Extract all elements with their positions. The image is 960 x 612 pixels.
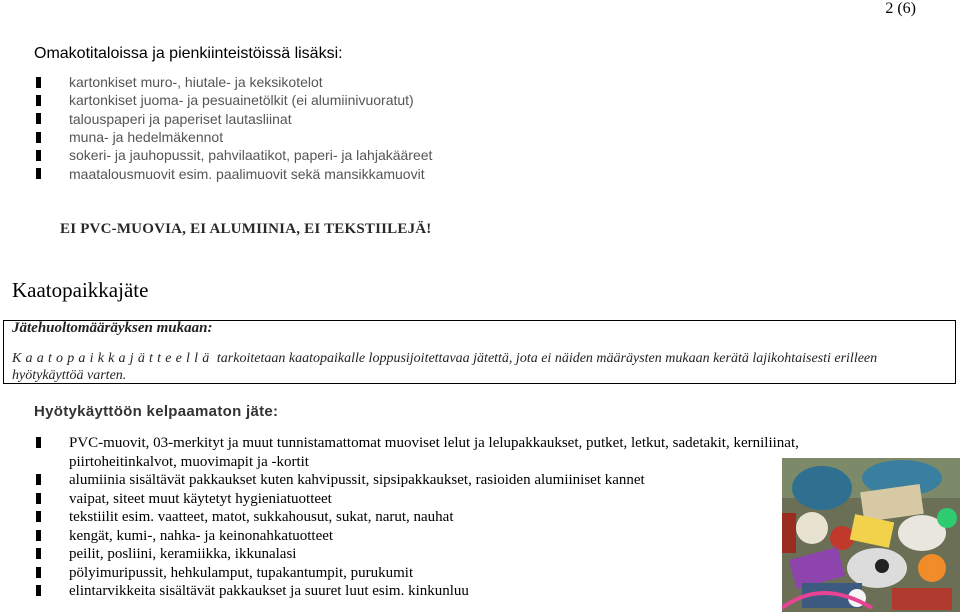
definition-box-title: Jätehuoltomääräyksen mukaan:: [12, 320, 213, 336]
bullet-icon: [36, 437, 41, 448]
bullet-icon: [36, 113, 41, 124]
section-title-households: Omakotitaloissa ja pienkiinteistöissä lisäksi:: [34, 45, 343, 62]
list-item: alumiinia sisältävät pakkaukset kuten kahvipussit, sipsipakkaukset, rasioiden alumiiniset kannet: [34, 471, 914, 490]
page-number: 2 (6): [885, 0, 916, 17]
landfill-waste-photo: [782, 458, 960, 612]
list-item: maatalousmuovit esim. paalimuovit sekä mansikkamuovit: [34, 164, 634, 182]
list-item: tekstiilit esim. vaatteet, matot, sukkahousut, sukat, narut, nauhat: [34, 508, 914, 527]
definition-term: Kaatopaikkajätteellä: [12, 351, 214, 366]
list-item: sokeri- ja jauhopussit, pahvilaatikot, paperi- ja lahjakääreet: [34, 146, 634, 164]
definition-body: tarkoitetaan kaatopaikalle loppusijoitettavaa jätettä, jota ei näiden määräysten mukaan kerätä lajikohtaisesti erilleen hyötykäyttöä varten.: [12, 351, 878, 383]
bullet-icon: [36, 132, 41, 143]
section-heading-landfill: Kaatopaikkajäte: [12, 278, 149, 302]
list-item: kartonkiset juoma- ja pesuainetölkit (ei alumiinivuoratut): [34, 91, 634, 109]
bullet-icon: [36, 511, 41, 522]
list-item: kartonkiset muro-, hiutale- ja keksikotelot: [34, 73, 634, 91]
bullet-icon: [36, 77, 41, 88]
list-item: talouspaperi ja paperiset lautasliinat: [34, 110, 634, 128]
bullet-icon: [36, 585, 41, 596]
list-item: peilit, posliini, keramiikka, ikkunalasi: [34, 545, 914, 564]
list-item: PVC-muovit, 03-merkityt ja muut tunnistamattomat muoviset lelut ja lelupakkaukset, putket, letkut, sadetakit, kerniliinat, piirtoheitinkalvot, muovimapit ja -kortit: [34, 434, 914, 471]
bullet-icon: [36, 548, 41, 559]
bullet-icon: [36, 493, 41, 504]
waste-pile-illustration: [782, 458, 960, 612]
household-extra-list: [34, 73, 634, 183]
bullet-icon: [36, 168, 41, 179]
warning-text: EI PVC-MUOVIA, EI ALUMIINIA, EI TEKSTIILEJÄ!: [60, 221, 432, 237]
bullet-icon: [36, 474, 41, 485]
list-item: elintarvikkeita sisältävät pakkaukset ja suuret luut esim. kinkunluu: [34, 582, 914, 601]
list-item: pölyimuripussit, hehkulamput, tupakantumpit, purukumit: [34, 564, 914, 583]
bullet-icon: [36, 530, 41, 541]
bullet-icon: [36, 95, 41, 106]
list-item: kengät, kumi-, nahka- ja keinonahkatuotteet: [34, 527, 914, 546]
list-item: muna- ja hedelmäkennot: [34, 128, 634, 146]
list-item: vaipat, siteet muut käytetyt hygieniatuotteet: [34, 490, 914, 509]
bullet-icon: [36, 150, 41, 161]
non-recyclable-heading: Hyötykäyttöön kelpaamaton jäte:: [34, 403, 279, 420]
definition-text: [12, 350, 952, 384]
bullet-icon: [36, 567, 41, 578]
